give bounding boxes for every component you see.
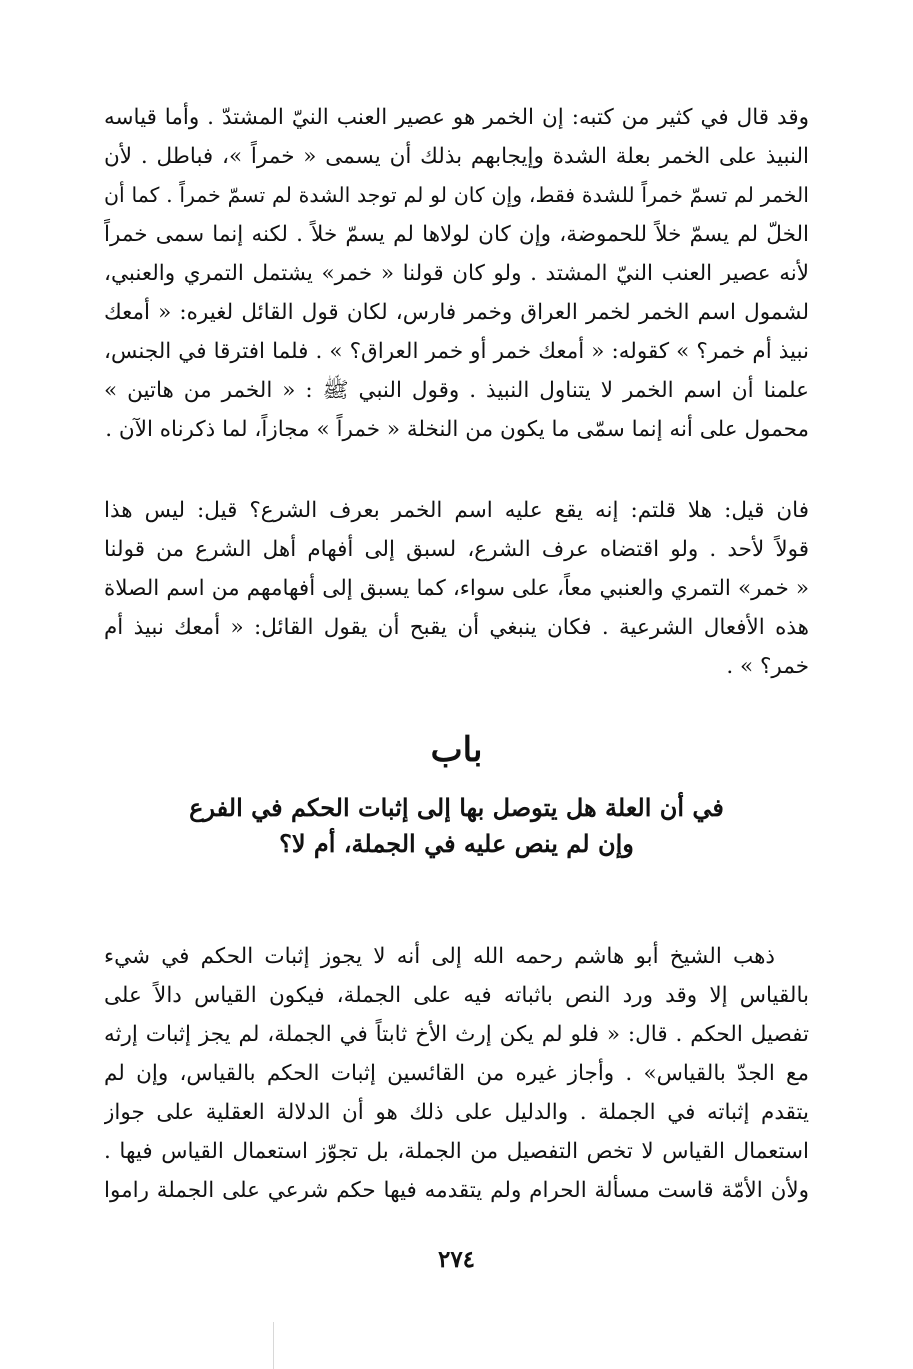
text-line: لشمول اسم الخمر لخمر العراق وخمر فارس، لكان قول القائل لغيره: « أمعك — [104, 300, 809, 325]
scan-crop-mark — [273, 1322, 274, 1369]
text-line: الخمر لم تسمّ خمراً للشدة فقط، وإن كان لو لم توجد الشدة لم تسمّ خمراً . كما أن — [104, 183, 809, 207]
page-number: ٢٧٤ — [437, 1246, 476, 1273]
subtitle-line: في أن العلة هل يتوصل بها إلى إثبات الحكم في الفرع — [189, 793, 724, 822]
text-line: بالقياس إلا وقد ورد النص باثباته فيه على الجملة، فيكون القياس دالاً على — [104, 983, 809, 1008]
text-line: استعمال القياس لا تخص التفصيل من الجملة، بل تجوّز استعمال القياس فيها . — [104, 1139, 809, 1164]
section-subtitle — [104, 790, 809, 862]
text-line: محمول على أنه إنما سمّى ما يكون من النخلة « خمراً » مجازاً، لما ذكرناه الآن . — [105, 417, 809, 442]
text-line: الخلّ لم يسمّ خلاً للحموضة، وإن كان لولاها لم يسمّ خلاً . لكنه إنما سمى خمراً — [104, 222, 809, 247]
text-line: يتقدم إثباته في الجملة . والدليل على ذلك هو أن الدلالة العقلية على جواز — [104, 1100, 809, 1125]
text-line: هذه الأفعال الشرعية . فكان ينبغي أن يقبح أن يقول القائل: « أمعك نبيذ أم — [104, 615, 809, 640]
text-line: خمر؟ » . — [726, 654, 809, 679]
text-line: علمنا أن اسم الخمر لا يتناول النبيذ . وقول النبي ﷺ : « الخمر من هاتين » — [104, 378, 809, 403]
text-line: تفصيل الحكم . قال: « فلو لم يكن إرث الأخ ثابتاً في الجملة، لم يجز إثبات إرثه — [104, 1022, 809, 1047]
text-line: وقد قال في كثير من كتبه: إن الخمر هو عصير العنب النيّ المشتدّ . وأما قياسه — [104, 105, 809, 130]
text-line: ولأن الأمّة قاست مسألة الحرام ولم يتقدمه فيها حكم شرعي على الجملة راموا — [104, 1178, 809, 1203]
text-line: مع الجدّ بالقياس» . وأجاز غيره من القائسين إثبات الحكم بالقياس، وإن لم — [104, 1061, 809, 1086]
text-line: لأنه عصير العنب النيّ المشتد . ولو كان قولنا « خمر» يشتمل التمري والعنبي، — [104, 261, 809, 286]
text-line: قولاً لأحد . ولو اقتضاه عرف الشرع، لسبق إلى أفهام أهل الشرع من قولنا — [104, 537, 809, 562]
text-line: فان قيل: هلا قلتم: إنه يقع عليه اسم الخمر بعرف الشرع؟ قيل: ليس هذا — [104, 498, 809, 523]
subtitle-line: وإن لم ينص عليه في الجملة، أم لا؟ — [279, 829, 634, 858]
text-line: « خمر» التمري والعنبي معاً، على سواء، كما يسبق إلى أفهامهم من اسم الصلاة — [104, 576, 809, 601]
text-line: النبيذ على الخمر بعلة الشدة وإيجابهم بذلك أن يسمى « خمراً »، فباطل . لأن — [104, 144, 809, 169]
section-heading: باب — [430, 730, 483, 770]
paragraph-objection — [104, 491, 809, 686]
paragraph-khamr-definition — [104, 98, 809, 449]
text-line: نبيذ أم خمر؟ » كقوله: « أمعك خمر أو خمر العراق؟ » . فلما افترقا في الجنس، — [104, 339, 809, 364]
paragraph-abu-hashim — [104, 937, 809, 1210]
text-line: ذهب الشيخ أبو هاشم رحمه الله إلى أنه لا يجوز إثبات الحكم في شيء — [104, 944, 775, 969]
